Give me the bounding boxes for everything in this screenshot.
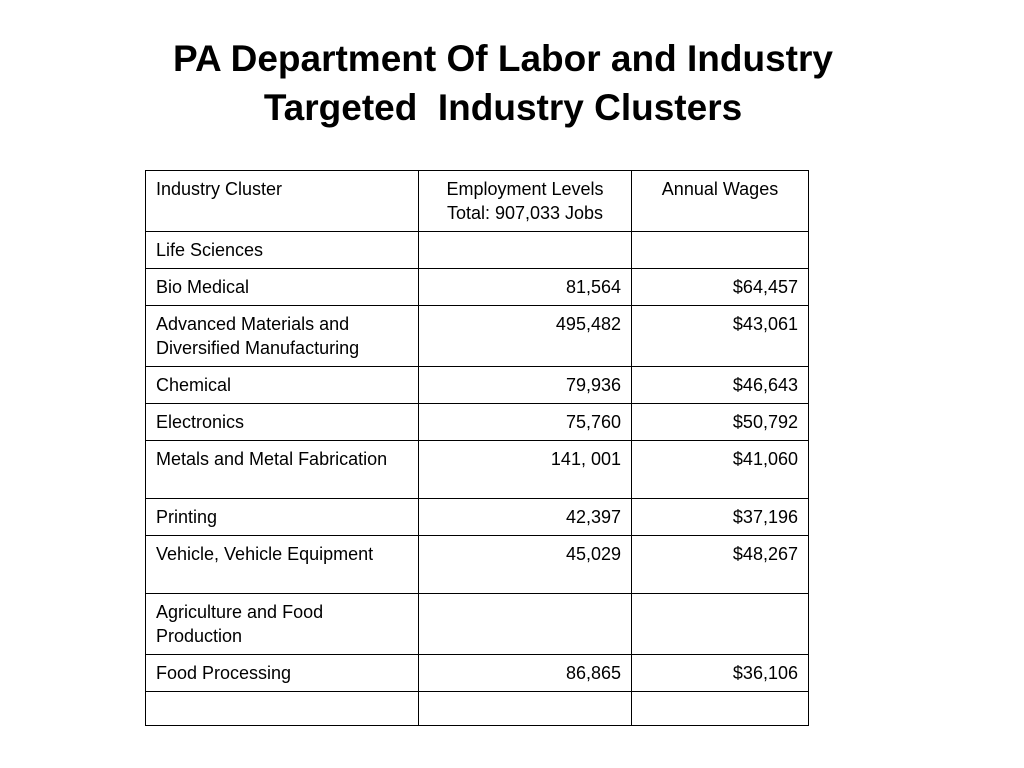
employment-cell <box>419 692 632 726</box>
table-row <box>146 594 809 655</box>
wages-cell: $36,106 <box>632 655 809 692</box>
employment-cell <box>419 232 632 269</box>
wages-cell: $64,457 <box>632 269 809 306</box>
table-row <box>146 404 809 441</box>
employment-cell <box>419 594 632 655</box>
wages-cell: $37,196 <box>632 499 809 536</box>
table-row <box>146 306 809 367</box>
wages-cell <box>632 232 809 269</box>
table-row <box>146 367 809 404</box>
employment-cell: 75,760 <box>419 404 632 441</box>
table-row <box>146 232 809 269</box>
cluster-cell: Chemical <box>146 367 419 404</box>
cluster-cell: Electronics <box>146 404 419 441</box>
employment-cell: 45,029 <box>419 536 632 594</box>
header-employment-levels <box>419 171 632 232</box>
wages-cell: $50,792 <box>632 404 809 441</box>
employment-cell: 81,564 <box>419 269 632 306</box>
table-row <box>146 499 809 536</box>
wages-cell <box>632 692 809 726</box>
table-row <box>146 692 809 726</box>
header-employment-text: Employment Levels Total: 907,033 Jobs <box>446 179 604 223</box>
table-row <box>146 536 809 594</box>
industry-clusters-table <box>145 170 809 726</box>
header-annual-wages: Annual Wages <box>632 171 809 232</box>
cluster-cell: Agriculture and Food Production <box>146 594 419 655</box>
wages-cell: $41,060 <box>632 441 809 499</box>
wages-cell: $43,061 <box>632 306 809 367</box>
wages-cell: $46,643 <box>632 367 809 404</box>
header-industry-cluster: Industry Cluster <box>146 171 419 232</box>
wages-cell: $48,267 <box>632 536 809 594</box>
cluster-cell: Printing <box>146 499 419 536</box>
table-row <box>146 441 809 499</box>
wages-cell <box>632 594 809 655</box>
cluster-cell: Metals and Metal Fabrication <box>146 441 419 499</box>
cluster-cell: Food Processing <box>146 655 419 692</box>
cluster-cell: Life Sciences <box>146 232 419 269</box>
employment-cell: 141, 001 <box>419 441 632 499</box>
employment-cell: 86,865 <box>419 655 632 692</box>
table-header-row <box>146 171 809 232</box>
employment-cell: 79,936 <box>419 367 632 404</box>
cluster-cell <box>146 692 419 726</box>
slide-title: PA Department Of Labor and Industry Targeted Industry Clusters <box>173 38 833 128</box>
table-row <box>146 269 809 306</box>
cluster-cell: Advanced Materials and Diversified Manufacturing <box>146 306 419 367</box>
employment-cell: 42,397 <box>419 499 632 536</box>
cluster-cell: Bio Medical <box>146 269 419 306</box>
employment-cell: 495,482 <box>419 306 632 367</box>
cluster-cell: Vehicle, Vehicle Equipment <box>146 536 419 594</box>
table-row <box>146 655 809 692</box>
